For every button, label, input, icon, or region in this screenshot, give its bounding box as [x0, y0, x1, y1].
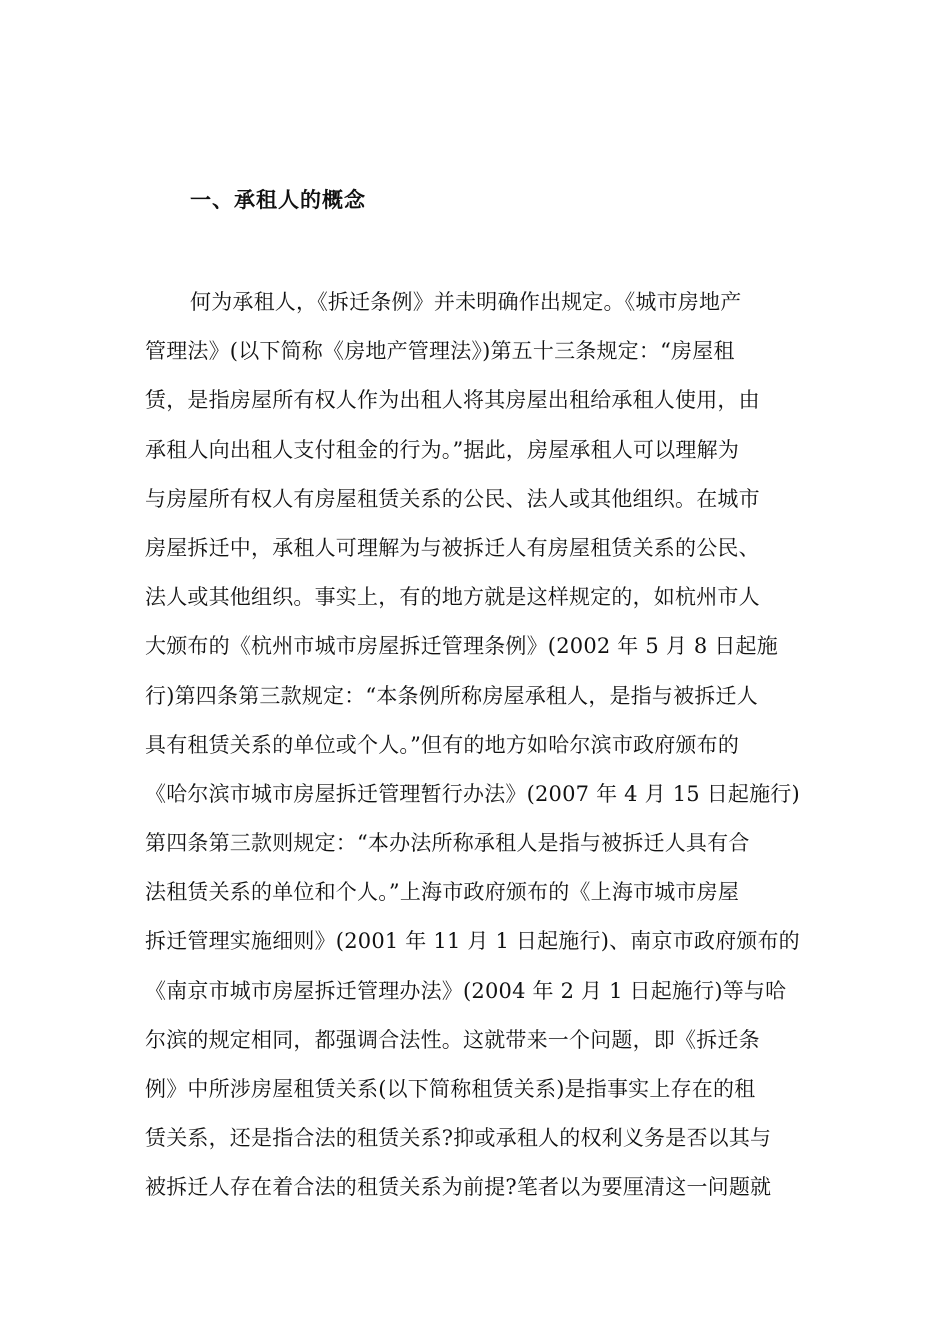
- body-paragraph: [145, 284, 810, 1219]
- section-heading: 一、承租人的概念: [190, 188, 366, 212]
- paragraph-line: 具有租赁关系的单位或个人。”但有的地方如哈尔滨市政府颁布的: [145, 732, 740, 757]
- paragraph-line: 房屋拆迁中，承租人可理解为与被拆迁人有房屋租赁关系的公民、: [145, 535, 760, 560]
- paragraph-line: 承租人向出租人支付租金的行为。”据此，房屋承租人可以理解为: [145, 437, 740, 462]
- paragraph-line: 第四条第三款则规定：“本办法所称承租人是指与被拆迁人具有合: [145, 831, 750, 856]
- paragraph-line: 被拆迁人存在着合法的租赁关系为前提?笔者以为要厘清这一问题就: [145, 1175, 772, 1200]
- paragraph-line: 行)第四条第三款规定：“本条例所称房屋承租人，是指与被拆迁人: [145, 683, 758, 708]
- paragraph-line: 尔滨的规定相同，都强调合法性。这就带来一个问题，即《拆迁条: [145, 1027, 760, 1052]
- paragraph-line: 法人或其他组织。事实上，有的地方就是这样规定的，如杭州市人: [145, 585, 760, 610]
- paragraph-line: 赁，是指房屋所有权人作为出租人将其房屋出租给承租人使用，由: [145, 388, 760, 413]
- paragraph-line: 赁关系，还是指合法的租赁关系?抑或承租人的权利义务是否以其与: [145, 1126, 772, 1151]
- paragraph-line: 何为承租人，《拆迁条例》并未明确作出规定。《城市房地产: [190, 290, 742, 314]
- paragraph-line: 《哈尔滨市城市房屋拆迁管理暂行办法》(2007 年 4 月 15 日起施行): [145, 781, 800, 806]
- paragraph-line: 与房屋所有权人有房屋租赁关系的公民、法人或其他组织。在城市: [145, 486, 760, 511]
- paragraph-line: 管理法》(以下简称《房地产管理法》)第五十三条规定：“房屋租: [145, 339, 735, 364]
- paragraph-line: 例》中所涉房屋租赁关系(以下简称租赁关系)是指事实上存在的租: [145, 1077, 756, 1101]
- paragraph-line: 法租赁关系的单位和个人。”上海市政府颁布的《上海市城市房屋: [145, 880, 740, 905]
- paragraph-line: 大颁布的《杭州市城市房屋拆迁管理条例》(2002 年 5 月 8 日起施: [145, 634, 778, 659]
- paragraph-line: 《南京市城市房屋拆迁管理办法》(2004 年 2 月 1 日起施行)等与哈: [145, 978, 787, 1003]
- paragraph-line: 拆迁管理实施细则》(2001 年 11 月 1 日起施行)、南京市政府颁布的: [145, 929, 800, 954]
